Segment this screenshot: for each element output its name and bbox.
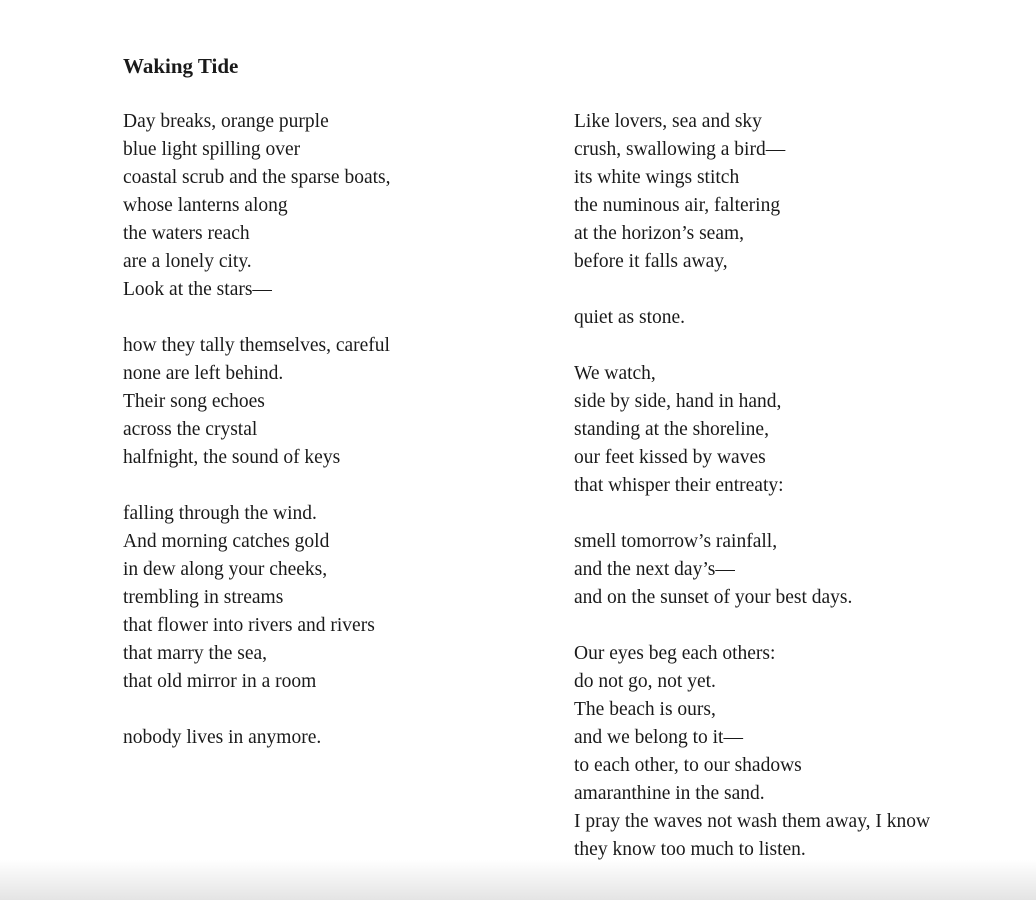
poem-line: its white wings stitch (574, 167, 740, 188)
poem-line: in dew along your cheeks, (123, 559, 328, 580)
poem-line: the numinous air, faltering (574, 195, 781, 216)
poem-line: do not go, not yet. (574, 671, 716, 692)
poem-line: across the crystal (123, 419, 258, 440)
poem-line: halfnight, the sound of keys (123, 447, 341, 468)
poem-line: trembling in streams (123, 587, 284, 608)
poem-line: and on the sunset of your best days. (574, 587, 853, 608)
poem-line: and the next day’s— (574, 559, 735, 580)
poem-line: Their song echoes (123, 391, 265, 412)
stanza (574, 528, 1014, 612)
bottom-edge-shadow (0, 860, 1036, 900)
poem-line: Like lovers, sea and sky (574, 111, 762, 132)
poem-line: at the horizon’s seam, (574, 223, 745, 244)
poem-line: blue light spilling over (123, 139, 301, 160)
stanza (123, 332, 543, 472)
poem-line: The beach is ours, (574, 699, 716, 720)
poem-line: standing at the shoreline, (574, 419, 769, 440)
poem-line: the waters reach (123, 223, 250, 244)
stanza (123, 108, 543, 304)
poem-line: Look at the stars— (123, 279, 272, 300)
poem-line: how they tally themselves, careful (123, 335, 390, 356)
poem-line: Day breaks, orange purple (123, 111, 329, 132)
left-column (123, 108, 543, 780)
poem-line: that flower into rivers and rivers (123, 615, 375, 636)
poem-line: falling through the wind. (123, 503, 317, 524)
poem-line: I pray the waves not wash them away, I know (574, 811, 931, 832)
poem-line: are a lonely city. (123, 251, 252, 272)
poem-line: none are left behind. (123, 363, 284, 384)
poem-line: our feet kissed by waves (574, 447, 766, 468)
poem-line: they know too much to listen. (574, 839, 806, 860)
stanza (574, 108, 1014, 276)
poem-line: that marry the sea, (123, 643, 268, 664)
right-column (574, 108, 1014, 892)
poem-line: We watch, (574, 363, 656, 384)
poem-line: amaranthine in the sand. (574, 783, 765, 804)
poem-line: side by side, hand in hand, (574, 391, 782, 412)
poem-line: that old mirror in a room (123, 671, 317, 692)
stanza (574, 360, 1014, 500)
poem-line: Our eyes beg each others: (574, 643, 776, 664)
stanza (123, 724, 543, 752)
poem-line: nobody lives in anymore. (123, 727, 322, 748)
poem-line: quiet as stone. (574, 307, 686, 328)
poem-line: and we belong to it— (574, 727, 743, 748)
stanza (574, 304, 1014, 332)
poem-title: Waking Tide (123, 54, 239, 78)
poem-line: And morning catches gold (123, 531, 330, 552)
poem-line: coastal scrub and the sparse boats, (123, 167, 391, 188)
stanza (123, 500, 543, 696)
stanza (574, 640, 1014, 864)
poem-line: that whisper their entreaty: (574, 475, 784, 496)
poem-line: smell tomorrow’s rainfall, (574, 531, 778, 552)
poem-line: whose lanterns along (123, 195, 288, 216)
poem-line: before it falls away, (574, 251, 728, 272)
poem-line: to each other, to our shadows (574, 755, 802, 776)
poem-line: crush, swallowing a bird— (574, 139, 786, 160)
